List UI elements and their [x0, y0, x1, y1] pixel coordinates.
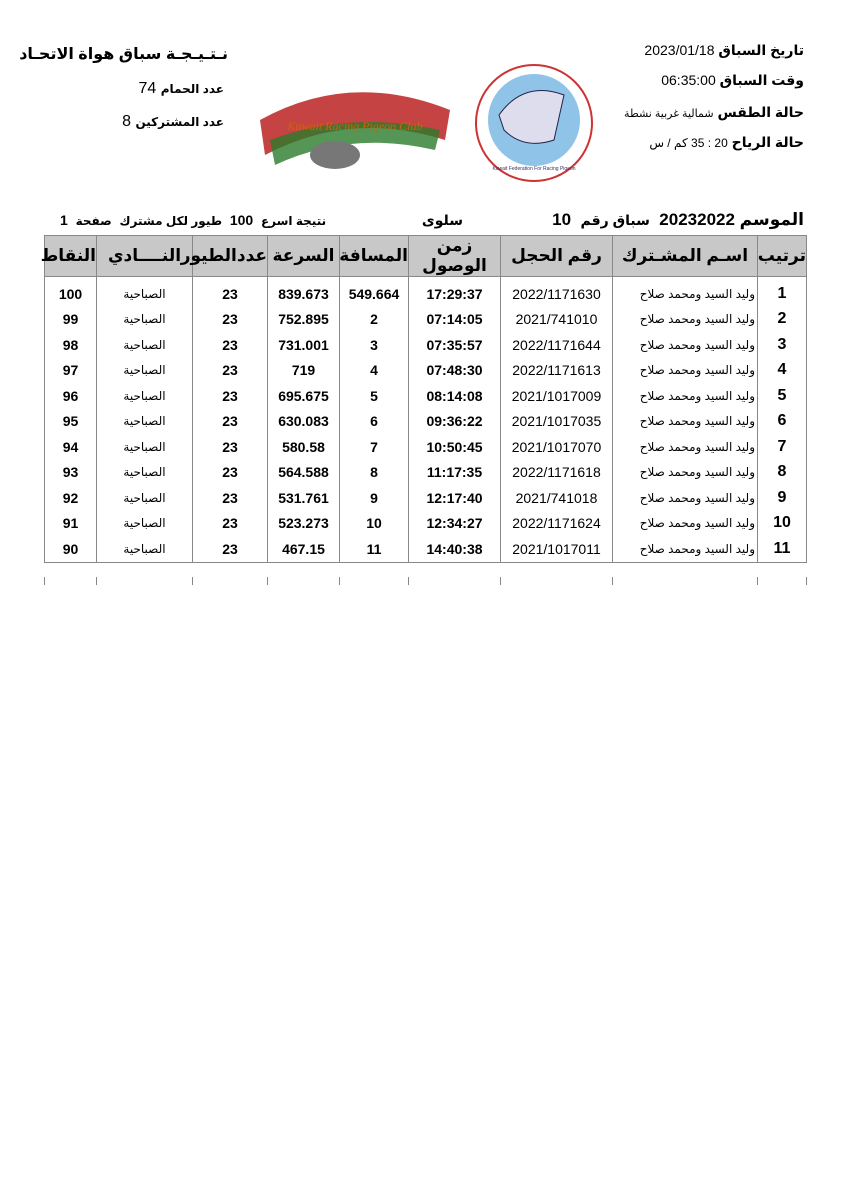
participants-count: [122, 113, 224, 131]
cell-arrival-time: 08:14:08: [409, 383, 501, 409]
cell-rank: 8: [758, 460, 807, 486]
cell-rank: 6: [758, 409, 807, 435]
column-header-club: النــــادي: [97, 236, 193, 277]
table-row: [45, 409, 807, 435]
participants-value: 8: [122, 113, 131, 130]
column-tick: [44, 577, 45, 585]
race-number-value: 10: [552, 210, 572, 229]
cell-club: الصباحية: [97, 409, 193, 435]
race-time-value: 06:35:00: [661, 72, 716, 88]
cell-ring-number: 2022/1171618: [501, 460, 613, 486]
column-tick: [267, 577, 268, 585]
cell-club: الصباحية: [97, 434, 193, 460]
race-time: [661, 72, 804, 89]
cell-club: الصباحية: [97, 536, 193, 562]
table-row: [45, 485, 807, 511]
cell-arrival-time: 17:29:37: [409, 277, 501, 307]
page-number: 1: [60, 212, 68, 228]
cell-distance: 5: [340, 383, 409, 409]
cell-distance: 2: [340, 307, 409, 333]
weather-label: حالة الطقس: [717, 104, 804, 120]
cell-points: 91: [45, 511, 97, 537]
cell-club: الصباحية: [97, 277, 193, 307]
column-header-speed: السرعة: [268, 236, 340, 277]
table-row: [45, 434, 807, 460]
cell-rank: 11: [758, 536, 807, 562]
column-tick: [339, 577, 340, 585]
participants-label: عدد المشتركين: [135, 115, 224, 129]
cell-participant: وليد السيد ومحمد صلاح: [613, 307, 758, 333]
cell-bird-count: 23: [193, 536, 268, 562]
cell-distance: 7: [340, 434, 409, 460]
column-tick: [96, 577, 97, 585]
weather: [624, 104, 804, 121]
cell-participant: وليد السيد ومحمد صلاح: [613, 511, 758, 537]
race-location: سلوى: [421, 212, 463, 228]
results-info: [60, 212, 326, 228]
cell-rank: 1: [758, 277, 807, 307]
cell-bird-count: 23: [193, 332, 268, 358]
pigeons-label: عدد الحمام: [160, 82, 224, 96]
cell-bird-count: 23: [193, 511, 268, 537]
cell-distance: 3: [340, 332, 409, 358]
cell-bird-count: 23: [193, 383, 268, 409]
column-header-participant: اسـم المشـترك: [613, 236, 758, 277]
cell-speed: 630.083: [268, 409, 340, 435]
cell-club: الصباحية: [97, 307, 193, 333]
race-number-label: سباق رقم: [580, 212, 650, 228]
cell-ring-number: 2021/1017035: [501, 409, 613, 435]
cell-ring-number: 2021/741018: [501, 485, 613, 511]
season-label: الموسم: [739, 210, 804, 229]
page-label: صفحة: [75, 214, 112, 228]
cell-rank: 5: [758, 383, 807, 409]
cell-points: 97: [45, 358, 97, 384]
cell-speed: 839.673: [268, 277, 340, 307]
cell-speed: 695.675: [268, 383, 340, 409]
cell-rank: 9: [758, 485, 807, 511]
cell-distance: 9: [340, 485, 409, 511]
table-row: [45, 460, 807, 486]
cell-bird-count: 23: [193, 434, 268, 460]
wind-label: حالة الرياح: [731, 134, 804, 150]
cell-speed: 752.895: [268, 307, 340, 333]
cell-distance: 6: [340, 409, 409, 435]
cell-points: 90: [45, 536, 97, 562]
cell-distance: 8: [340, 460, 409, 486]
cell-bird-count: 23: [193, 485, 268, 511]
cell-participant: وليد السيد ومحمد صلاح: [613, 434, 758, 460]
wind-value: 20 : 35 كم / س: [649, 136, 728, 150]
cell-arrival-time: 12:34:27: [409, 511, 501, 537]
federation-logo: [474, 60, 594, 190]
cell-arrival-time: 07:48:30: [409, 358, 501, 384]
birds-per-participant-label: طيور لكل مشترك: [119, 214, 223, 228]
cell-club: الصباحية: [97, 460, 193, 486]
club-logo: [250, 70, 460, 180]
cell-points: 92: [45, 485, 97, 511]
cell-participant: وليد السيد ومحمد صلاح: [613, 485, 758, 511]
cell-ring-number: 2021/1017070: [501, 434, 613, 460]
report-title: نـتـيـجـة سباق هواة الاتحـاد: [19, 46, 228, 63]
column-tick: [757, 577, 758, 585]
cell-bird-count: 23: [193, 307, 268, 333]
column-header-bird-count: عددالطيور: [193, 236, 268, 277]
cell-arrival-time: 09:36:22: [409, 409, 501, 435]
table-row: [45, 536, 807, 562]
cell-speed: 531.761: [268, 485, 340, 511]
season-value: 20232022: [659, 210, 735, 229]
fastest-label: نتيجة اسرع: [260, 214, 327, 228]
cell-points: 96: [45, 383, 97, 409]
race-date-label: تاريخ السباق: [718, 42, 804, 58]
cell-speed: 580.58: [268, 434, 340, 460]
cell-ring-number: 2022/1171613: [501, 358, 613, 384]
cell-points: 99: [45, 307, 97, 333]
cell-speed: 731.001: [268, 332, 340, 358]
cell-distance: 549.664: [340, 277, 409, 307]
cell-club: الصباحية: [97, 485, 193, 511]
svg-text:Kuwait Racing Pigeon Club: Kuwait Racing Pigeon Club: [287, 119, 423, 133]
cell-club: الصباحية: [97, 511, 193, 537]
cell-points: 100: [45, 277, 97, 307]
cell-participant: وليد السيد ومحمد صلاح: [613, 460, 758, 486]
results-table: [40, 235, 807, 563]
pigeons-value: 74: [138, 80, 157, 97]
cell-distance: 4: [340, 358, 409, 384]
cell-club: الصباحية: [97, 332, 193, 358]
table-row: [45, 358, 807, 384]
column-tick: [612, 577, 613, 585]
cell-arrival-time: 12:17:40: [409, 485, 501, 511]
cell-participant: وليد السيد ومحمد صلاح: [613, 358, 758, 384]
cell-points: 95: [45, 409, 97, 435]
cell-club: الصباحية: [97, 383, 193, 409]
pigeons-count: [139, 80, 224, 98]
table-row: [45, 307, 807, 333]
cell-arrival-time: 07:14:05: [409, 307, 501, 333]
cell-bird-count: 23: [193, 409, 268, 435]
cell-ring-number: 2022/1171624: [501, 511, 613, 537]
table-body: [45, 277, 807, 563]
cell-speed: 564.588: [268, 460, 340, 486]
cell-participant: وليد السيد ومحمد صلاح: [613, 277, 758, 307]
cell-participant: وليد السيد ومحمد صلاح: [613, 332, 758, 358]
cell-arrival-time: 10:50:45: [409, 434, 501, 460]
race-date-value: 2023/01/18: [644, 42, 715, 58]
wind: [649, 134, 804, 151]
cell-arrival-time: 07:35:57: [409, 332, 501, 358]
cell-arrival-time: 14:40:38: [409, 536, 501, 562]
column-header-distance: المسافة: [340, 236, 409, 277]
cell-speed: 719: [268, 358, 340, 384]
cell-rank: 10: [758, 511, 807, 537]
column-tick: [408, 577, 409, 585]
column-header-rank: ترتيب: [758, 236, 807, 277]
column-tick: [192, 577, 193, 585]
cell-ring-number: 2022/1171644: [501, 332, 613, 358]
cell-bird-count: 23: [193, 277, 268, 307]
table-header: [45, 236, 807, 277]
cell-ring-number: 2021/741010: [501, 307, 613, 333]
cell-distance: 11: [340, 536, 409, 562]
cell-participant: وليد السيد ومحمد صلاح: [613, 383, 758, 409]
race-time-label: وقت السباق: [719, 72, 804, 88]
cell-ring-number: 2021/1017011: [501, 536, 613, 562]
fastest-value: 100: [229, 212, 254, 228]
cell-club: الصباحية: [97, 358, 193, 384]
table-row: [45, 332, 807, 358]
cell-arrival-time: 11:17:35: [409, 460, 501, 486]
cell-participant: وليد السيد ومحمد صلاح: [613, 536, 758, 562]
cell-rank: 2: [758, 307, 807, 333]
cell-rank: 4: [758, 358, 807, 384]
race-date: [644, 42, 804, 59]
cell-speed: 523.273: [268, 511, 340, 537]
weather-value: شمالية غربية نشطة: [624, 108, 714, 120]
cell-rank: 7: [758, 434, 807, 460]
cell-bird-count: 23: [193, 358, 268, 384]
table-row: [45, 277, 807, 307]
cell-points: 94: [45, 434, 97, 460]
column-header-points: النقاط: [45, 236, 97, 277]
column-header-ring-number: رقم الحجل: [501, 236, 613, 277]
table-row: [45, 383, 807, 409]
season-info: [552, 210, 804, 230]
table-row: [45, 511, 807, 537]
cell-participant: وليد السيد ومحمد صلاح: [613, 409, 758, 435]
cell-points: 98: [45, 332, 97, 358]
cell-speed: 467.15: [268, 536, 340, 562]
cell-bird-count: 23: [193, 460, 268, 486]
cell-rank: 3: [758, 332, 807, 358]
cell-ring-number: 2022/1171630: [501, 277, 613, 307]
cell-distance: 10: [340, 511, 409, 537]
cell-ring-number: 2021/1017009: [501, 383, 613, 409]
column-tick: [500, 577, 501, 585]
svg-text:Kuwait Federation For Racing P: Kuwait Federation For Racing Pigeon: [492, 166, 576, 172]
column-header-arrival-time: زمن الوصول: [409, 236, 501, 277]
column-tick: [806, 577, 807, 585]
cell-points: 93: [45, 460, 97, 486]
